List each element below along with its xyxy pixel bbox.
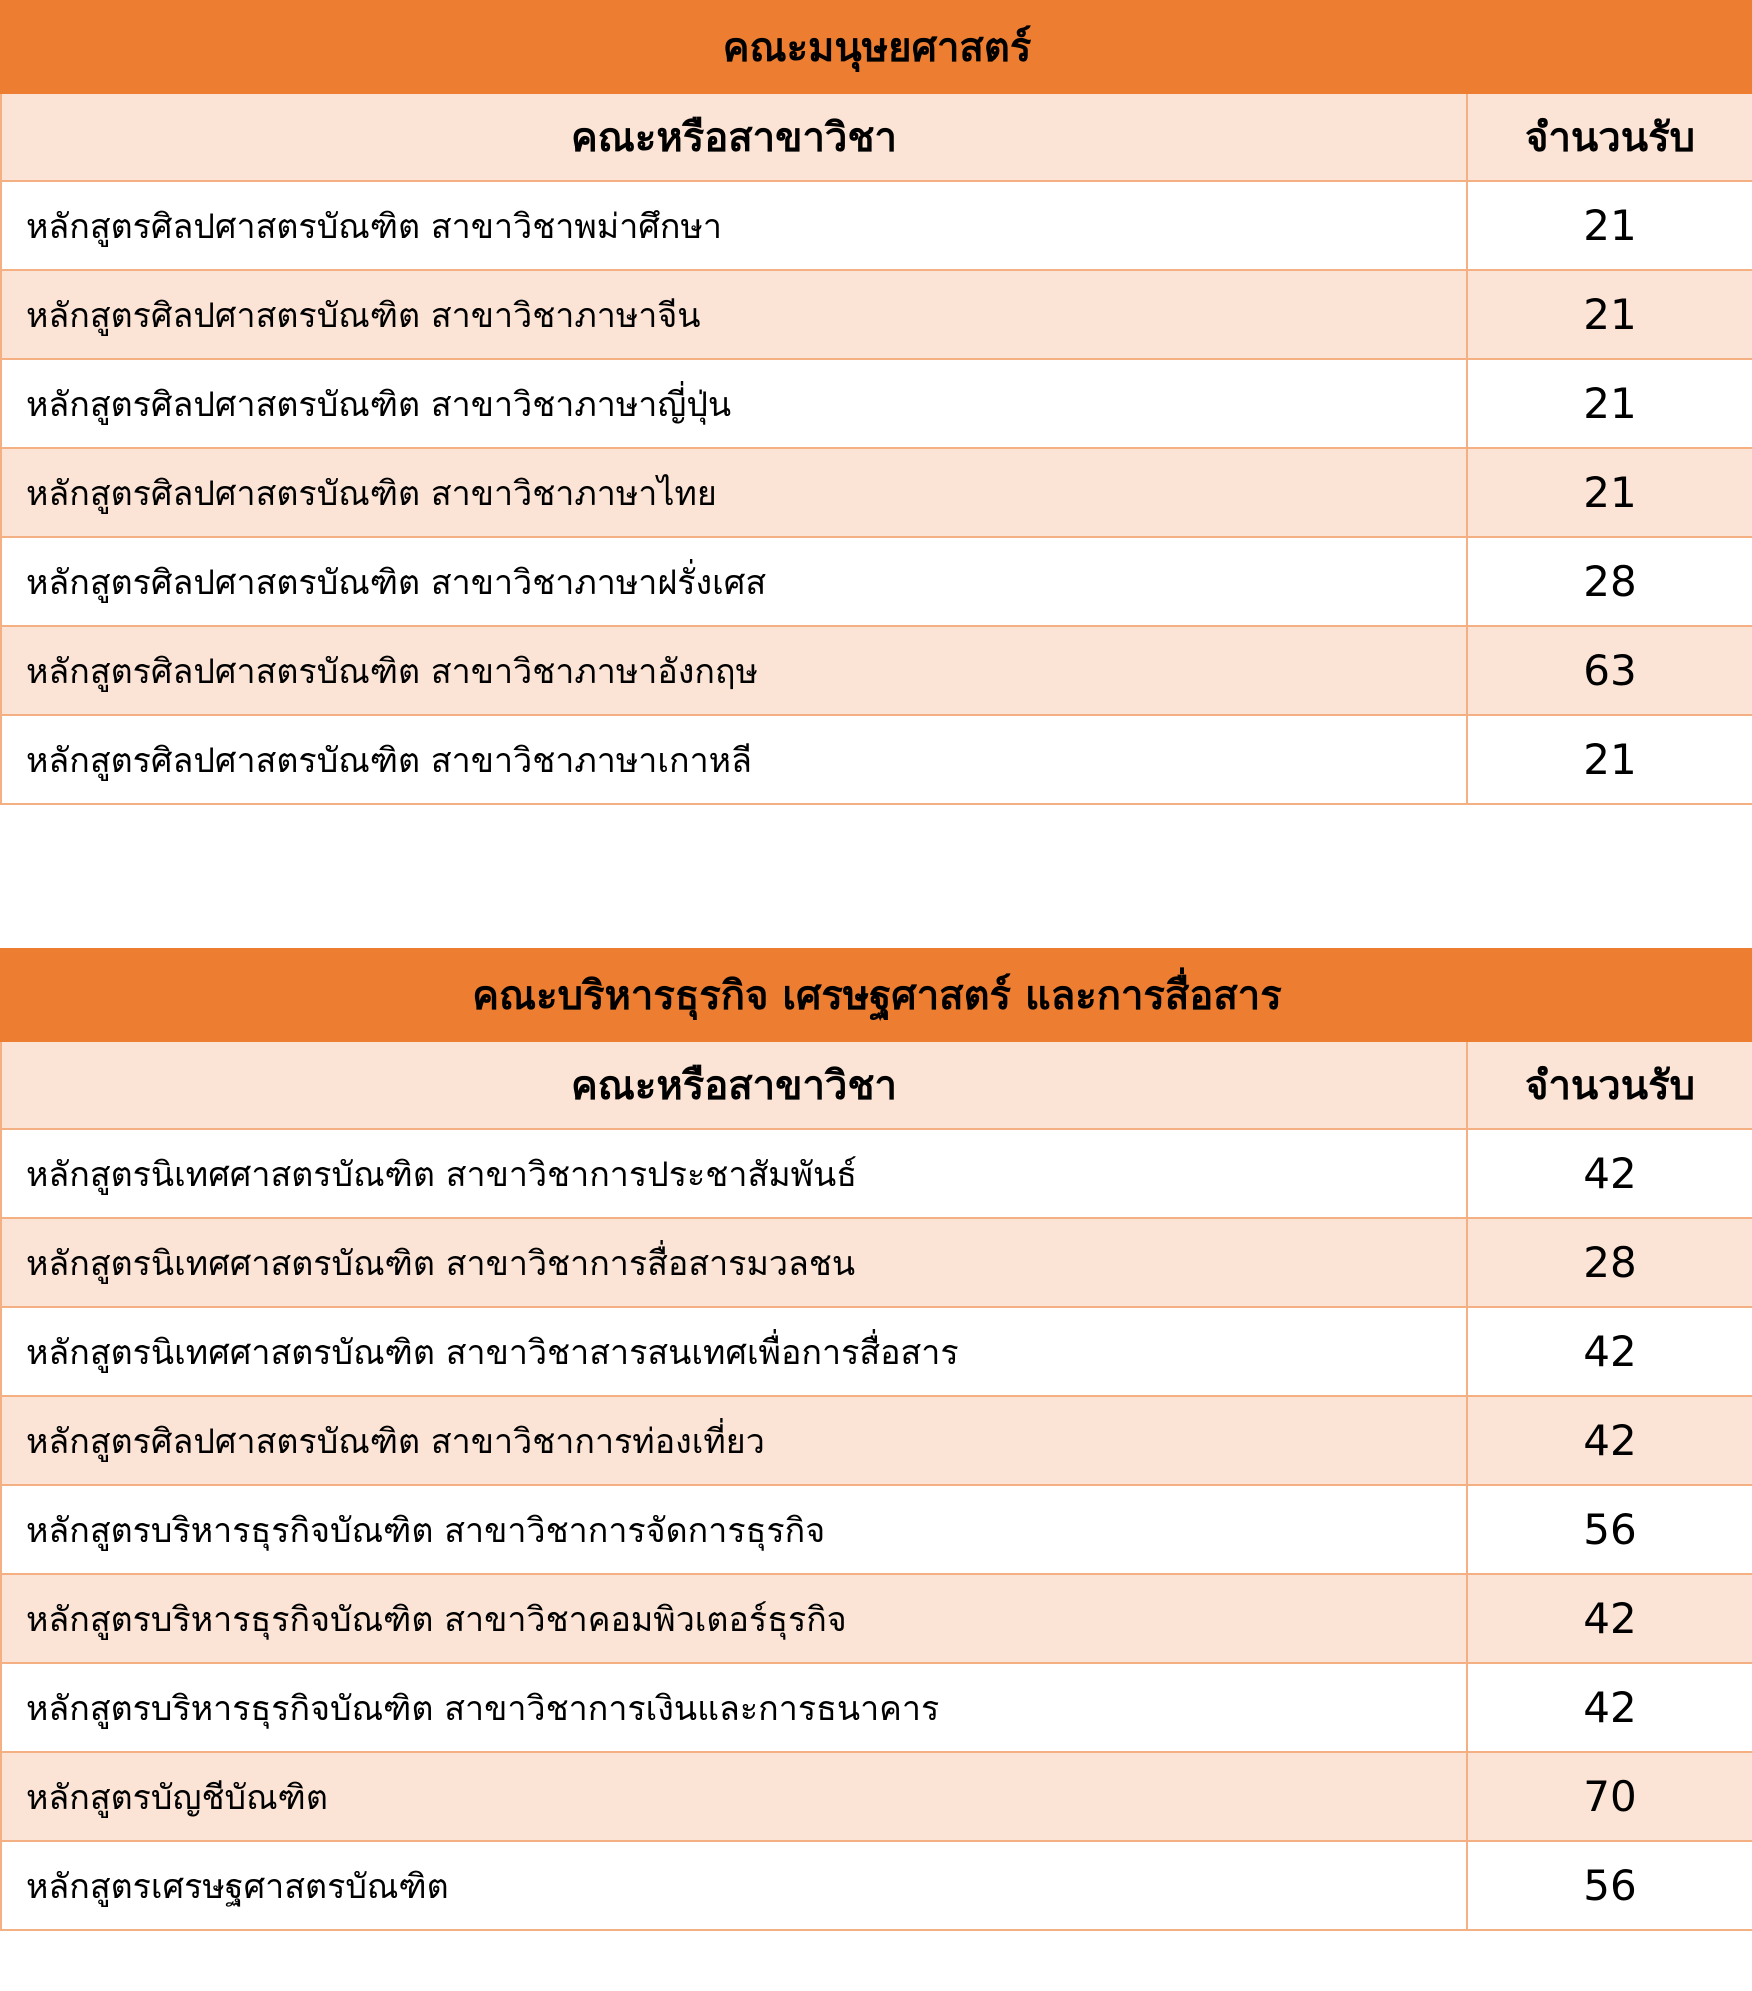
seat-count: 56 (1467, 1485, 1752, 1574)
faculty-table-humanities (0, 0, 1752, 805)
seat-count: 21 (1467, 359, 1752, 448)
seat-count: 56 (1467, 1841, 1752, 1930)
table-row (1, 1841, 1752, 1930)
seat-count: 42 (1467, 1307, 1752, 1396)
seat-count: 21 (1467, 715, 1752, 804)
column-header-program: คณะหรือสาขาวิชา (1, 93, 1467, 181)
program-name: หลักสูตรนิเทศศาสตรบัณฑิต สาขาวิชาสารสนเทศเพื่อการสื่อสาร (1, 1307, 1467, 1396)
seat-count: 63 (1467, 626, 1752, 715)
table-row (1, 1485, 1752, 1574)
seat-count: 70 (1467, 1752, 1752, 1841)
seat-count: 42 (1467, 1663, 1752, 1752)
column-header-seats: จำนวนรับ (1467, 1041, 1752, 1129)
seat-count: 21 (1467, 270, 1752, 359)
table-row (1, 626, 1752, 715)
seat-count: 28 (1467, 1218, 1752, 1307)
table-row (1, 1129, 1752, 1218)
table-row (1, 1663, 1752, 1752)
table-row (1, 448, 1752, 537)
program-name: หลักสูตรศิลปศาสตรบัณฑิต สาขาวิชาภาษาอังกฤษ (1, 626, 1467, 715)
program-name: หลักสูตรนิเทศศาสตรบัณฑิต สาขาวิชาการสื่อสารมวลชน (1, 1218, 1467, 1307)
table-row (1, 270, 1752, 359)
table-row (1, 715, 1752, 804)
seat-count: 42 (1467, 1396, 1752, 1485)
program-name: หลักสูตรบัญชีบัณฑิต (1, 1752, 1467, 1841)
program-name: หลักสูตรศิลปศาสตรบัณฑิต สาขาวิชาภาษาเกาหลี (1, 715, 1467, 804)
faculty-title: คณะบริหารธุรกิจ เศรษฐศาสตร์ และการสื่อสาร (1, 949, 1752, 1041)
table-row (1, 1307, 1752, 1396)
program-name: หลักสูตรบริหารธุรกิจบัณฑิต สาขาวิชาการจัดการธุรกิจ (1, 1485, 1467, 1574)
table-row (1, 1396, 1752, 1485)
program-name: หลักสูตรศิลปศาสตรบัณฑิต สาขาวิชาพม่าศึกษา (1, 181, 1467, 270)
seat-count: 21 (1467, 448, 1752, 537)
program-name: หลักสูตรศิลปศาสตรบัณฑิต สาขาวิชาภาษาฝรั่งเศส (1, 537, 1467, 626)
column-header-program: คณะหรือสาขาวิชา (1, 1041, 1467, 1129)
program-name: หลักสูตรศิลปศาสตรบัณฑิต สาขาวิชาภาษาญี่ปุ่น (1, 359, 1467, 448)
program-name: หลักสูตรเศรษฐศาสตรบัณฑิต (1, 1841, 1467, 1930)
table-row (1, 1218, 1752, 1307)
program-name: หลักสูตรนิเทศศาสตรบัณฑิต สาขาวิชาการประชาสัมพันธ์ (1, 1129, 1467, 1218)
program-name: หลักสูตรศิลปศาสตรบัณฑิต สาขาวิชาภาษาจีน (1, 270, 1467, 359)
seat-count: 28 (1467, 537, 1752, 626)
faculty-title: คณะมนุษยศาสตร์ (1, 1, 1752, 93)
table-row (1, 1752, 1752, 1841)
faculty-table-business (0, 948, 1752, 1931)
seat-count: 42 (1467, 1129, 1752, 1218)
table-row (1, 1574, 1752, 1663)
table-row (1, 181, 1752, 270)
table-row (1, 537, 1752, 626)
program-name: หลักสูตรศิลปศาสตรบัณฑิต สาขาวิชาการท่องเที่ยว (1, 1396, 1467, 1485)
program-name: หลักสูตรบริหารธุรกิจบัณฑิต สาขาวิชาการเงินและการธนาคาร (1, 1663, 1467, 1752)
program-name: หลักสูตรศิลปศาสตรบัณฑิต สาขาวิชาภาษาไทย (1, 448, 1467, 537)
seat-count: 21 (1467, 181, 1752, 270)
table-row (1, 359, 1752, 448)
seat-count: 42 (1467, 1574, 1752, 1663)
program-name: หลักสูตรบริหารธุรกิจบัณฑิต สาขาวิชาคอมพิวเตอร์ธุรกิจ (1, 1574, 1467, 1663)
column-header-seats: จำนวนรับ (1467, 93, 1752, 181)
